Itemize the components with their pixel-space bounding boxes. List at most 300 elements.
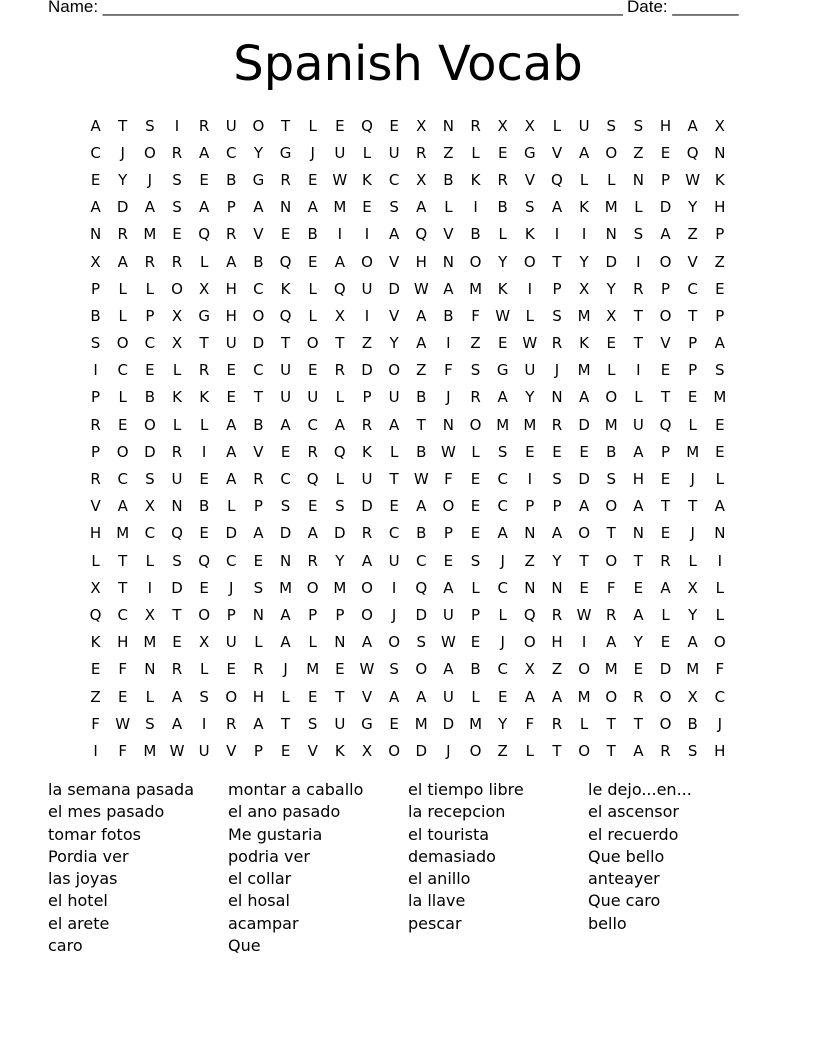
grid-letter[interactable]: E: [715, 415, 725, 434]
grid-letter[interactable]: A: [117, 252, 128, 271]
grid-letter[interactable]: O: [469, 741, 482, 760]
grid-letter[interactable]: E: [307, 361, 318, 380]
grid-letter[interactable]: L: [471, 578, 480, 597]
grid-letter[interactable]: U: [225, 633, 237, 652]
grid-letter[interactable]: N: [334, 633, 346, 652]
grid-letter[interactable]: T: [688, 306, 698, 325]
grid-letter[interactable]: D: [442, 714, 455, 733]
grid-letter[interactable]: X: [687, 578, 698, 597]
grid-letter[interactable]: A: [253, 198, 264, 217]
grid-letter[interactable]: L: [579, 170, 589, 189]
grid-letter[interactable]: E: [389, 497, 399, 516]
grid-letter[interactable]: A: [443, 660, 454, 679]
grid-letter[interactable]: R: [171, 660, 183, 679]
grid-letter[interactable]: E: [497, 687, 508, 706]
grid-letter[interactable]: E: [660, 524, 671, 543]
grid-letter[interactable]: I: [174, 116, 180, 135]
grid-letter[interactable]: B: [470, 660, 481, 679]
grid-letter[interactable]: H: [632, 470, 645, 489]
grid-letter[interactable]: K: [199, 388, 210, 407]
grid-letter[interactable]: E: [117, 415, 128, 434]
grid-letter[interactable]: Z: [524, 551, 535, 570]
grid-letter[interactable]: S: [633, 225, 644, 244]
grid-letter[interactable]: D: [415, 605, 428, 624]
grid-letter[interactable]: M: [306, 660, 320, 679]
grid-letter[interactable]: Q: [523, 605, 536, 624]
grid-letter[interactable]: I: [201, 442, 207, 461]
grid-letter[interactable]: S: [606, 470, 616, 489]
grid-letter[interactable]: P: [253, 497, 263, 516]
grid-letter[interactable]: A: [714, 334, 725, 353]
grid-letter[interactable]: J: [446, 388, 451, 407]
grid-letter[interactable]: K: [172, 388, 182, 407]
grid-letter[interactable]: L: [308, 306, 317, 325]
grid-letter[interactable]: X: [90, 578, 101, 597]
grid-letter[interactable]: W: [115, 714, 131, 733]
grid-letter[interactable]: R: [334, 361, 346, 380]
grid-letter[interactable]: K: [280, 279, 291, 298]
grid-letter[interactable]: K: [497, 279, 508, 298]
grid-letter[interactable]: E: [525, 442, 535, 461]
grid-letter[interactable]: F: [118, 741, 128, 760]
grid-letter[interactable]: N: [279, 551, 292, 570]
grid-letter[interactable]: M: [577, 306, 591, 325]
grid-letter[interactable]: Y: [498, 252, 508, 271]
grid-letter[interactable]: B: [144, 388, 155, 407]
grid-letter[interactable]: F: [444, 470, 453, 489]
grid-letter[interactable]: U: [198, 741, 210, 760]
grid-letter[interactable]: X: [171, 334, 183, 353]
grid-letter[interactable]: N: [279, 198, 292, 217]
grid-letter[interactable]: C: [416, 551, 427, 570]
grid-letter[interactable]: E: [470, 524, 481, 543]
grid-letter[interactable]: A: [388, 687, 400, 706]
grid-letter[interactable]: S: [606, 116, 616, 135]
grid-letter[interactable]: L: [634, 198, 643, 217]
grid-letter[interactable]: K: [362, 442, 372, 461]
grid-letter[interactable]: W: [359, 660, 375, 679]
grid-letter[interactable]: Q: [333, 279, 346, 298]
grid-letter[interactable]: X: [687, 687, 698, 706]
grid-letter[interactable]: J: [147, 170, 153, 189]
grid-letter[interactable]: C: [497, 497, 508, 516]
grid-letter[interactable]: J: [690, 524, 695, 543]
grid-letter[interactable]: E: [117, 687, 128, 706]
grid-letter[interactable]: P: [226, 605, 236, 624]
grid-letter[interactable]: R: [280, 170, 291, 189]
grid-letter[interactable]: R: [171, 442, 183, 461]
grid-letter[interactable]: T: [552, 741, 562, 760]
grid-letter[interactable]: R: [90, 470, 101, 489]
grid-letter[interactable]: Y: [688, 605, 698, 624]
grid-letter[interactable]: J: [229, 578, 234, 597]
grid-letter[interactable]: O: [659, 252, 672, 271]
grid-letter[interactable]: P: [552, 497, 562, 516]
grid-letter[interactable]: R: [551, 714, 563, 733]
grid-letter[interactable]: L: [308, 279, 317, 298]
grid-letter[interactable]: I: [554, 225, 560, 244]
grid-letter[interactable]: U: [280, 361, 292, 380]
grid-letter[interactable]: D: [225, 524, 238, 543]
grid-letter[interactable]: A: [307, 198, 318, 217]
grid-letter[interactable]: O: [523, 252, 536, 271]
grid-letter[interactable]: Q: [198, 551, 211, 570]
grid-letter[interactable]: D: [605, 252, 618, 271]
grid-letter[interactable]: T: [660, 497, 671, 516]
grid-letter[interactable]: D: [361, 361, 373, 380]
grid-letter[interactable]: A: [280, 633, 291, 652]
grid-letter[interactable]: W: [685, 170, 701, 189]
grid-letter[interactable]: V: [226, 741, 237, 760]
grid-letter[interactable]: A: [551, 524, 563, 543]
grid-letter[interactable]: X: [198, 279, 210, 298]
grid-letter[interactable]: A: [714, 497, 725, 516]
grid-letter[interactable]: L: [308, 633, 317, 652]
grid-letter[interactable]: R: [171, 143, 183, 162]
grid-letter[interactable]: L: [634, 388, 643, 407]
grid-letter[interactable]: Y: [498, 714, 508, 733]
grid-letter[interactable]: T: [280, 116, 291, 135]
grid-letter[interactable]: X: [198, 633, 210, 652]
grid-letter[interactable]: M: [604, 660, 618, 679]
grid-letter[interactable]: U: [307, 388, 319, 407]
grid-letter[interactable]: V: [388, 252, 400, 271]
grid-letter[interactable]: M: [143, 633, 157, 652]
grid-letter[interactable]: T: [118, 116, 128, 135]
grid-letter[interactable]: B: [687, 714, 698, 733]
grid-letter[interactable]: E: [199, 578, 209, 597]
grid-letter[interactable]: M: [577, 361, 591, 380]
grid-letter[interactable]: L: [579, 714, 589, 733]
grid-letter[interactable]: P: [715, 306, 725, 325]
grid-letter[interactable]: H: [225, 279, 237, 298]
grid-letter[interactable]: R: [253, 660, 264, 679]
grid-letter[interactable]: Q: [361, 116, 373, 135]
grid-letter[interactable]: L: [118, 279, 127, 298]
grid-letter[interactable]: S: [552, 306, 562, 325]
grid-letter[interactable]: C: [117, 470, 128, 489]
grid-letter[interactable]: O: [306, 334, 319, 353]
grid-letter[interactable]: N: [632, 170, 644, 189]
grid-letter[interactable]: B: [253, 415, 264, 434]
grid-letter[interactable]: K: [714, 170, 725, 189]
grid-letter[interactable]: A: [578, 143, 590, 162]
grid-letter[interactable]: E: [470, 470, 481, 489]
grid-letter[interactable]: O: [605, 687, 618, 706]
grid-letter[interactable]: X: [416, 170, 427, 189]
grid-letter[interactable]: C: [307, 415, 318, 434]
grid-letter[interactable]: P: [661, 170, 671, 189]
grid-letter[interactable]: E: [633, 578, 644, 597]
grid-letter[interactable]: M: [686, 660, 700, 679]
grid-letter[interactable]: F: [444, 361, 453, 380]
grid-letter[interactable]: S: [145, 116, 155, 135]
grid-letter[interactable]: R: [198, 116, 210, 135]
grid-letter[interactable]: O: [116, 442, 129, 461]
grid-letter[interactable]: O: [415, 660, 428, 679]
grid-letter[interactable]: I: [364, 306, 370, 325]
grid-letter[interactable]: O: [361, 578, 373, 597]
grid-letter[interactable]: E: [579, 442, 589, 461]
grid-letter[interactable]: U: [361, 470, 373, 489]
grid-letter[interactable]: U: [388, 551, 400, 570]
grid-letter[interactable]: D: [659, 198, 672, 217]
grid-letter[interactable]: A: [416, 334, 427, 353]
grid-letter[interactable]: A: [416, 687, 427, 706]
grid-letter[interactable]: L: [444, 198, 453, 217]
grid-letter[interactable]: F: [525, 714, 535, 733]
grid-letter[interactable]: A: [334, 415, 345, 434]
grid-letter[interactable]: S: [90, 334, 101, 353]
grid-letter[interactable]: L: [172, 415, 182, 434]
grid-letter[interactable]: C: [90, 143, 101, 162]
grid-letter[interactable]: A: [497, 524, 508, 543]
grid-letter[interactable]: E: [280, 741, 291, 760]
grid-letter[interactable]: Z: [714, 252, 725, 271]
grid-letter[interactable]: L: [172, 361, 182, 380]
grid-letter[interactable]: Z: [443, 143, 454, 162]
grid-letter[interactable]: N: [442, 252, 455, 271]
grid-letter[interactable]: G: [198, 306, 210, 325]
grid-letter[interactable]: A: [388, 225, 400, 244]
grid-letter[interactable]: E: [90, 660, 101, 679]
grid-letter[interactable]: A: [416, 306, 427, 325]
grid-letter[interactable]: S: [172, 170, 182, 189]
grid-letter[interactable]: P: [91, 279, 101, 298]
grid-letter[interactable]: O: [143, 143, 156, 162]
grid-letter[interactable]: T: [606, 524, 616, 543]
grid-letter[interactable]: S: [633, 116, 644, 135]
grid-letter[interactable]: P: [253, 741, 263, 760]
grid-letter[interactable]: X: [416, 116, 427, 135]
grid-letter[interactable]: L: [471, 143, 480, 162]
grid-letter[interactable]: A: [443, 279, 454, 298]
grid-letter[interactable]: X: [606, 306, 617, 325]
grid-letter[interactable]: T: [335, 334, 345, 353]
grid-letter[interactable]: C: [714, 687, 726, 706]
grid-letter[interactable]: W: [413, 470, 429, 489]
grid-letter[interactable]: U: [632, 415, 644, 434]
grid-letter[interactable]: P: [715, 225, 725, 244]
grid-letter[interactable]: M: [414, 714, 428, 733]
grid-letter[interactable]: L: [335, 388, 345, 407]
grid-letter[interactable]: E: [660, 633, 671, 652]
grid-letter[interactable]: G: [252, 170, 265, 189]
grid-letter[interactable]: S: [687, 741, 698, 760]
grid-letter[interactable]: K: [524, 225, 535, 244]
grid-letter[interactable]: C: [280, 470, 291, 489]
grid-letter[interactable]: N: [714, 143, 726, 162]
grid-letter[interactable]: S: [145, 470, 155, 489]
grid-letter[interactable]: Z: [633, 143, 644, 162]
grid-letter[interactable]: L: [607, 361, 616, 380]
grid-letter[interactable]: D: [361, 497, 373, 516]
grid-letter[interactable]: Y: [579, 252, 589, 271]
grid-letter[interactable]: R: [606, 605, 617, 624]
grid-letter[interactable]: Z: [90, 687, 101, 706]
grid-letter[interactable]: O: [388, 741, 401, 760]
grid-letter[interactable]: O: [578, 741, 590, 760]
grid-letter[interactable]: O: [198, 605, 211, 624]
grid-letter[interactable]: L: [688, 551, 697, 570]
grid-letter[interactable]: L: [525, 306, 534, 325]
grid-letter[interactable]: N: [605, 225, 617, 244]
grid-letter[interactable]: I: [446, 334, 451, 353]
grid-letter[interactable]: H: [714, 741, 726, 760]
grid-letter[interactable]: U: [171, 470, 183, 489]
grid-letter[interactable]: A: [280, 415, 291, 434]
grid-letter[interactable]: R: [90, 415, 101, 434]
grid-letter[interactable]: J: [120, 143, 125, 162]
grid-letter[interactable]: N: [442, 116, 455, 135]
grid-letter[interactable]: O: [713, 633, 726, 652]
grid-letter[interactable]: O: [605, 497, 618, 516]
grid-letter[interactable]: E: [226, 361, 237, 380]
grid-letter[interactable]: Y: [606, 279, 616, 298]
grid-letter[interactable]: J: [554, 361, 560, 380]
grid-letter[interactable]: C: [497, 578, 508, 597]
grid-letter[interactable]: X: [144, 605, 155, 624]
grid-letter[interactable]: W: [576, 605, 592, 624]
grid-letter[interactable]: L: [145, 279, 155, 298]
grid-letter[interactable]: V: [443, 225, 454, 244]
grid-letter[interactable]: R: [633, 279, 644, 298]
grid-letter[interactable]: B: [416, 388, 427, 407]
grid-letter[interactable]: E: [362, 198, 372, 217]
grid-letter[interactable]: E: [226, 660, 237, 679]
grid-letter[interactable]: C: [226, 551, 237, 570]
grid-letter[interactable]: G: [524, 143, 536, 162]
grid-letter[interactable]: O: [116, 334, 129, 353]
grid-letter[interactable]: L: [227, 497, 236, 516]
grid-letter[interactable]: W: [413, 279, 429, 298]
grid-letter[interactable]: T: [552, 252, 562, 271]
grid-letter[interactable]: L: [335, 470, 345, 489]
grid-letter[interactable]: M: [143, 225, 157, 244]
grid-letter[interactable]: A: [90, 116, 101, 135]
grid-letter[interactable]: P: [661, 279, 671, 298]
grid-letter[interactable]: M: [469, 714, 483, 733]
grid-letter[interactable]: N: [551, 578, 563, 597]
grid-letter[interactable]: Q: [306, 470, 319, 489]
grid-letter[interactable]: Y: [633, 633, 643, 652]
grid-letter[interactable]: R: [198, 361, 210, 380]
grid-letter[interactable]: O: [442, 497, 455, 516]
grid-letter[interactable]: S: [470, 551, 481, 570]
grid-letter[interactable]: P: [362, 388, 372, 407]
grid-letter[interactable]: E: [199, 170, 209, 189]
grid-letter[interactable]: L: [715, 470, 724, 489]
grid-letter[interactable]: U: [334, 714, 346, 733]
grid-letter[interactable]: F: [91, 714, 100, 733]
grid-letter[interactable]: Q: [171, 524, 183, 543]
grid-letter[interactable]: L: [552, 116, 562, 135]
grid-letter[interactable]: C: [144, 334, 156, 353]
grid-letter[interactable]: U: [442, 687, 454, 706]
grid-letter[interactable]: P: [308, 605, 318, 624]
grid-letter[interactable]: A: [171, 714, 183, 733]
grid-letter[interactable]: R: [144, 252, 156, 271]
name-field[interactable]: Name: _______________________________________________________: [48, 0, 623, 16]
grid-letter[interactable]: U: [524, 361, 536, 380]
grid-letter[interactable]: T: [118, 578, 128, 597]
grid-letter[interactable]: T: [118, 551, 128, 570]
grid-letter[interactable]: A: [226, 442, 237, 461]
grid-letter[interactable]: A: [660, 225, 671, 244]
grid-letter[interactable]: A: [606, 633, 617, 652]
grid-letter[interactable]: A: [633, 605, 644, 624]
grid-letter[interactable]: E: [172, 225, 182, 244]
grid-letter[interactable]: C: [253, 279, 264, 298]
grid-letter[interactable]: X: [714, 116, 725, 135]
grid-letter[interactable]: L: [145, 687, 155, 706]
grid-letter[interactable]: R: [660, 551, 671, 570]
grid-letter[interactable]: X: [334, 306, 345, 325]
grid-letter[interactable]: R: [361, 415, 373, 434]
grid-letter[interactable]: U: [388, 143, 400, 162]
grid-letter[interactable]: N: [632, 524, 644, 543]
grid-letter[interactable]: K: [90, 633, 101, 652]
grid-letter[interactable]: D: [116, 198, 129, 217]
grid-letter[interactable]: K: [362, 170, 372, 189]
grid-letter[interactable]: Q: [89, 605, 102, 624]
grid-letter[interactable]: E: [660, 361, 671, 380]
grid-letter[interactable]: E: [497, 143, 508, 162]
grid-letter[interactable]: C: [117, 361, 128, 380]
grid-letter[interactable]: S: [470, 361, 481, 380]
grid-letter[interactable]: L: [254, 633, 263, 652]
grid-letter[interactable]: E: [335, 116, 345, 135]
grid-letter[interactable]: B: [443, 170, 454, 189]
grid-letter[interactable]: O: [171, 279, 183, 298]
grid-letter[interactable]: O: [225, 687, 238, 706]
grid-letter[interactable]: O: [361, 605, 373, 624]
grid-letter[interactable]: R: [633, 687, 644, 706]
grid-letter[interactable]: X: [524, 660, 535, 679]
grid-letter[interactable]: L: [362, 143, 372, 162]
grid-letter[interactable]: R: [117, 225, 128, 244]
grid-letter[interactable]: V: [253, 442, 264, 461]
grid-letter[interactable]: A: [660, 578, 671, 597]
grid-letter[interactable]: P: [226, 198, 236, 217]
grid-letter[interactable]: L: [145, 551, 155, 570]
grid-letter[interactable]: T: [633, 306, 643, 325]
grid-letter[interactable]: A: [117, 497, 128, 516]
grid-letter[interactable]: L: [199, 415, 209, 434]
grid-letter[interactable]: G: [496, 361, 509, 380]
grid-letter[interactable]: A: [253, 524, 264, 543]
grid-letter[interactable]: Z: [687, 225, 698, 244]
grid-letter[interactable]: N: [89, 225, 102, 244]
grid-letter[interactable]: U: [225, 116, 237, 135]
grid-letter[interactable]: V: [551, 143, 563, 162]
grid-letter[interactable]: O: [605, 551, 618, 570]
grid-letter[interactable]: Q: [686, 143, 699, 162]
grid-letter[interactable]: J: [310, 143, 315, 162]
grid-letter[interactable]: M: [469, 279, 483, 298]
grid-letter[interactable]: R: [226, 225, 237, 244]
grid-letter[interactable]: H: [225, 306, 237, 325]
grid-letter[interactable]: E: [389, 116, 399, 135]
grid-letter[interactable]: I: [717, 551, 723, 570]
grid-letter[interactable]: O: [306, 578, 319, 597]
grid-letter[interactable]: M: [279, 578, 293, 597]
grid-letter[interactable]: T: [660, 388, 671, 407]
grid-letter[interactable]: M: [116, 524, 130, 543]
grid-letter[interactable]: A: [361, 633, 373, 652]
grid-letter[interactable]: G: [361, 714, 373, 733]
grid-letter[interactable]: A: [633, 442, 644, 461]
